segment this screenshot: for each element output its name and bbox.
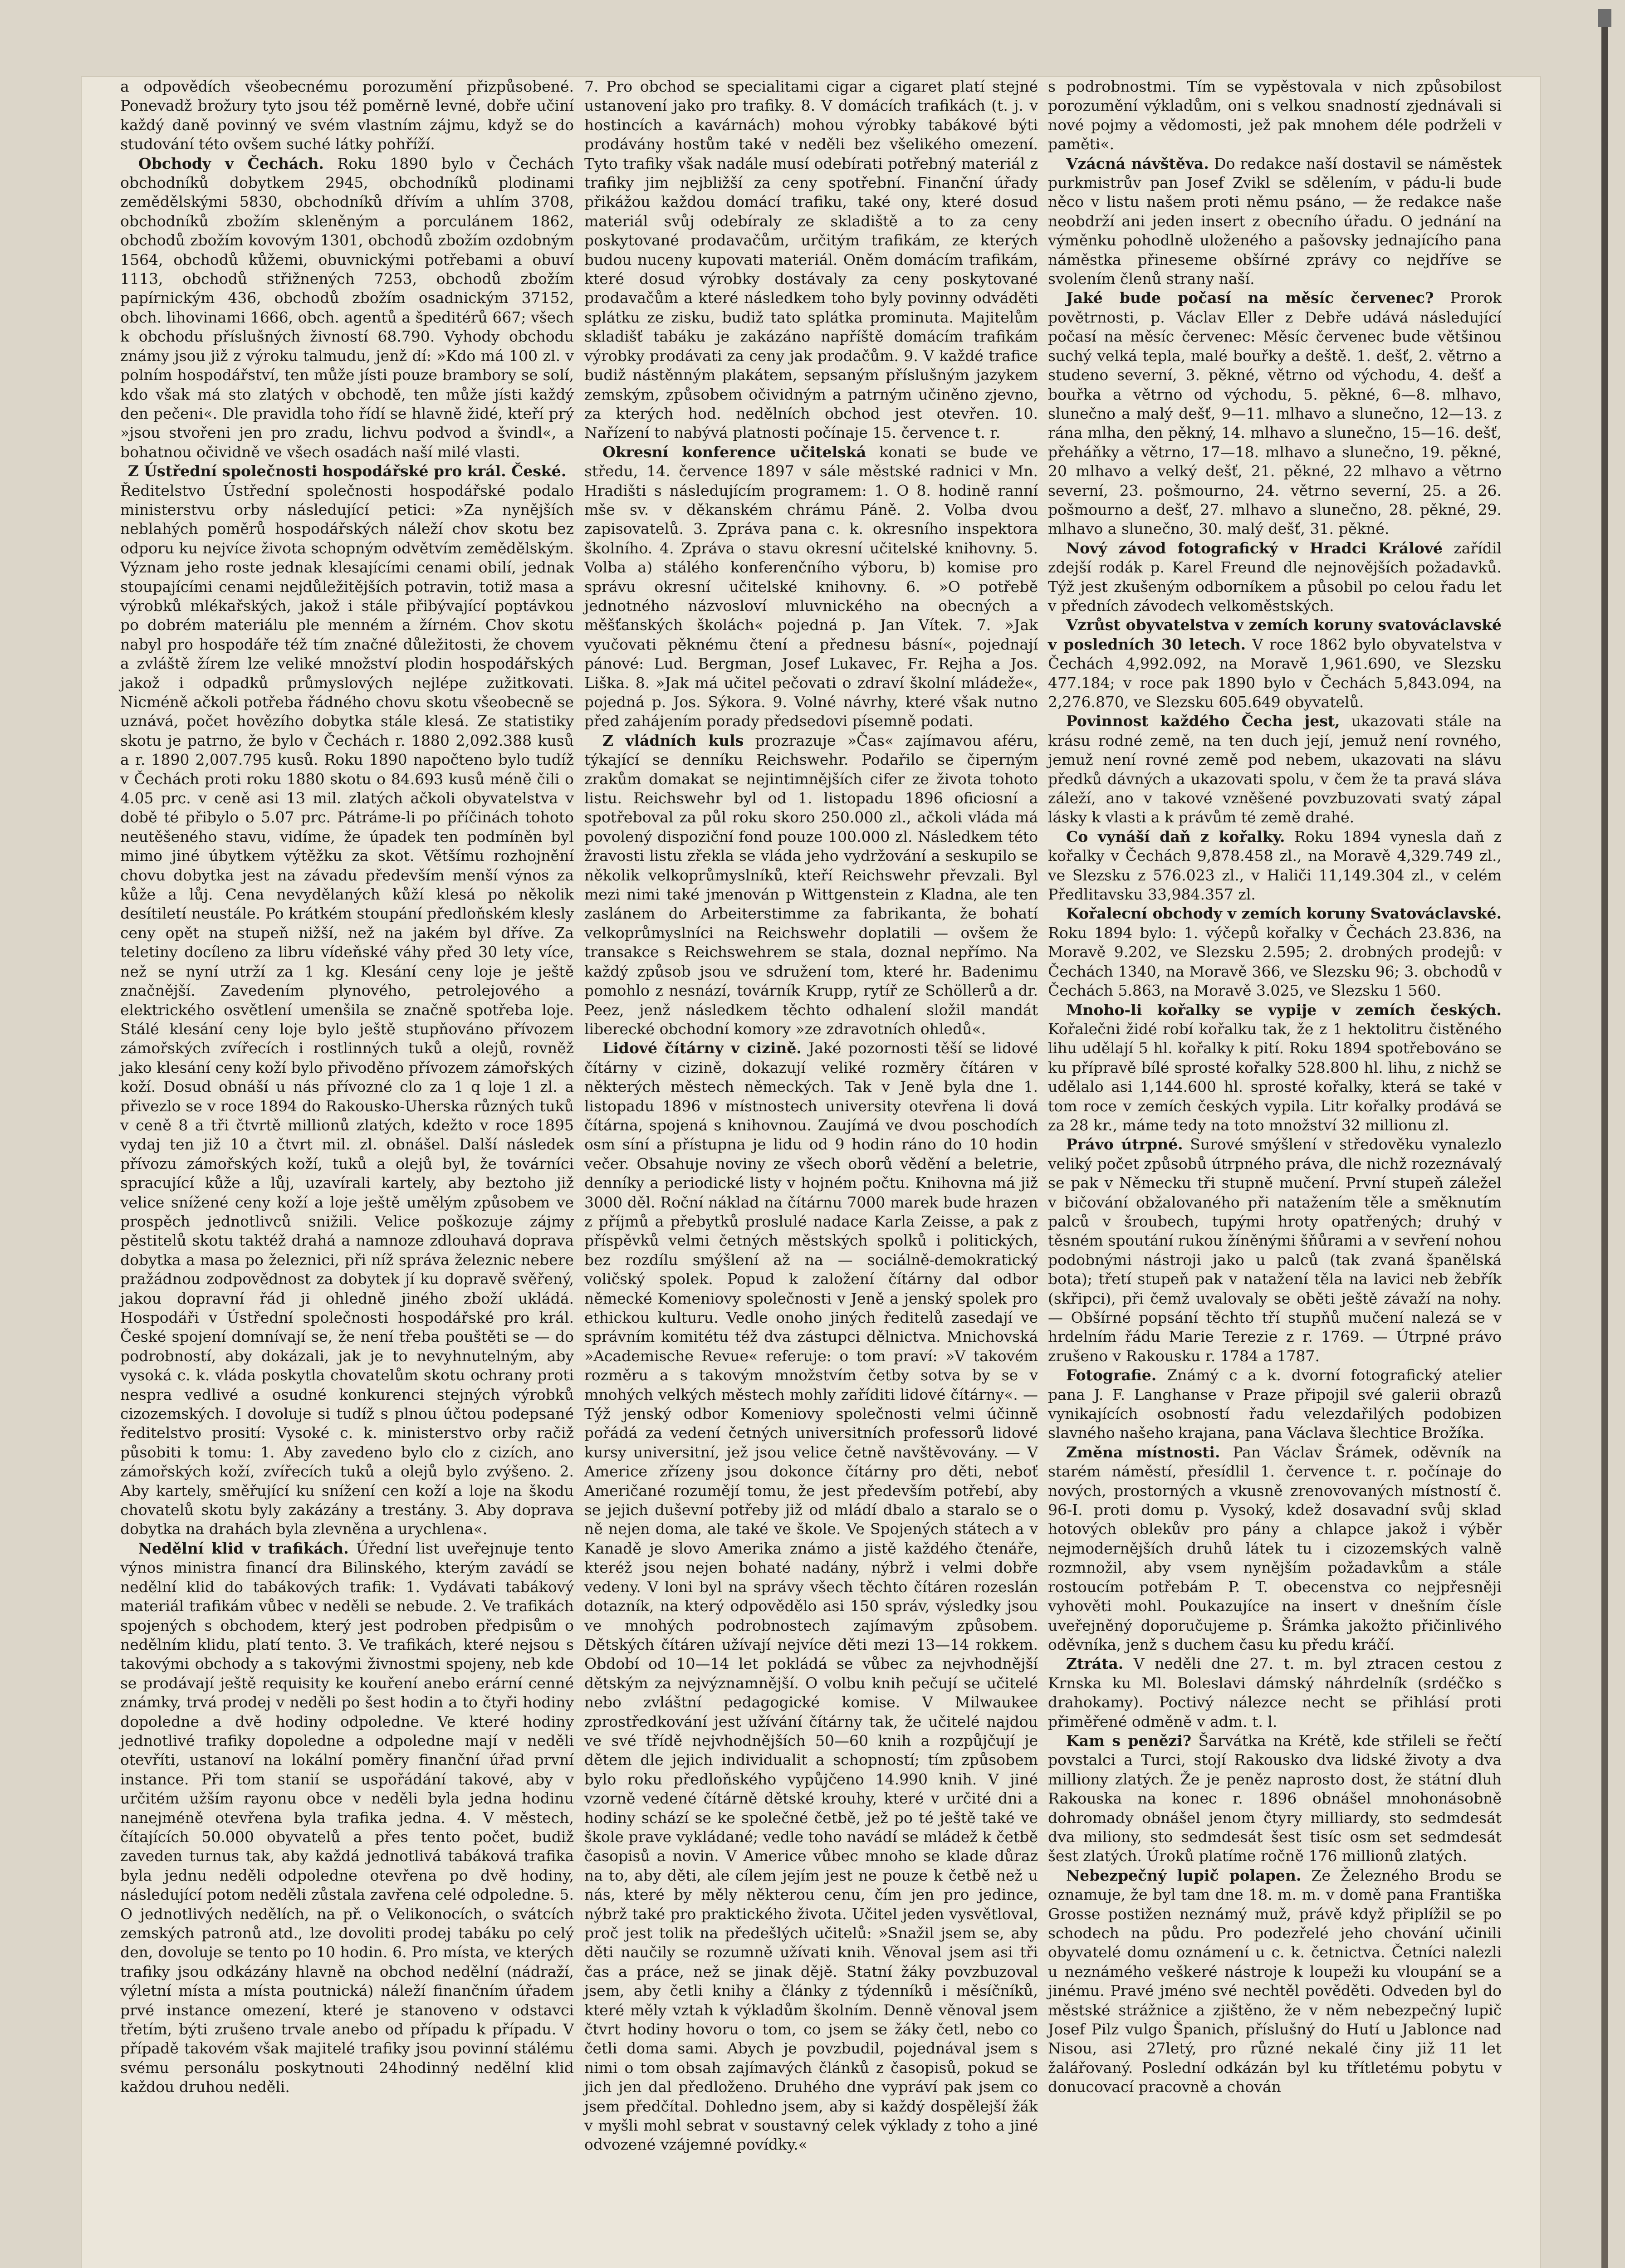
article-paragraph [1048, 1001, 1502, 1135]
article-text: Surové smýšlení v středověku vynalezlo veliký počet způsobů útrpného práva, dle nichž rozeznávalý se pak v Německu tři stupně mučení. První stupeň záležel v bičování obžalovaného při natažením těle a směknutím palců v šroubech, tupými hroty opatřených; druhý v těsném spoutání rukou žíněnými šňůrami a v sevření nohou podobnými nástroji jako u palců (tak zvaná španělská bota); třetí stupeň pak v natažení těla na lavici neb žebřík (skřipci), při čemž uvalovaly se oběti ještě závaží na nohy. — Obšírné popsání těchto tří stupňů mučení nalezá se v hrdelním řádu Marie Terezie z r. 1769. — Útrpné právo zrušeno v Rakousku r. 1784 a 1787. [1048, 1135, 1502, 1365]
article-paragraph [1048, 288, 1502, 538]
article-title: Kam s penězi? [1066, 1731, 1192, 1750]
article-paragraph [120, 77, 574, 154]
article-paragraph [120, 1539, 574, 2097]
article-paragraph [1048, 77, 1502, 154]
article-text: V roce 1862 bylo obyvatelstva v Čechách 4,992.092, na Moravě 1,961.690, ve Slezsku 477.184; v roce pak 1890 bylo v Čechách 5,843.094, na 2,276.870, ve Slezsku 605.649 obyvatelů. [1048, 635, 1502, 711]
article-title: Vzácná návštěva. [1066, 154, 1209, 172]
article-title: Fotografie. [1066, 1366, 1157, 1384]
article-text: Do redakce naší dostavil se náměstek purkmistrův pan Josef Zvikl se sdělením, v pádu-li bude něco v listu našem proti němu psáno, — že redakce naše neobdrží ani jeden insert z obecního úřadu. O jednání na výměnku pohodlně uloženého a pašovsky jednajícího pana náměstka přineseme obšírné zprávy co nejdříve se svolením členů strany naší. [1048, 154, 1502, 288]
article-title: Povinnost každého Čecha jest, [1066, 712, 1340, 730]
corner-mark [1598, 9, 1611, 27]
article-text: Kořalečni židé robí kořalku tak, že z 1 hektolitru čistěného lihu udělají 5 hl. kořalky k pití. Roku 1894 spotřebováno se ku přípravě bílé sprosté kořalky 528.800 hl. lihu, z nichž se udělalo asi 1,144.600 hl. sprosté kořalky, která se také v tom roce v zemích českých vypila. Litr kořalky prodává se za 28 kr., máme tedy na toto množství 32 millionu zl. [1048, 1020, 1502, 1134]
article-title: Nedělní klid v trafikách. [138, 1539, 349, 1557]
article-text: zařídil zdejší rodák p. Karel Freund dle nejnovějších požadavků. Týž jest zkušeným odborníkem a působil po celou řadu let v předních závodech velkoměstských. [1048, 539, 1502, 615]
article-text: Pan Václav Šrámek, oděvník na starém náměstí, přesídlil 1. července t. r. počínaje do nových, prostorných a vkusně zrenovovaných místností č. 96-I. proti domu p. Vysoký, kdež dosavadní svůj sklad hotových oblekův pro pány a chlapce jakož i výběr nejmodernějších druhů látek tu i cizozemských valně rozmnožil, aby vsem nynějším požadavkům a stále rostoucím potřebám P. T. obecenstva co nejpřesněji vyhověti mohl. Poukazujíce na insert v dnešním čísle uveřejněný doporučujeme p. Šrámka jakožto přičinlivého oděvníka, jenž s duchem času ku předu kráčí. [1048, 1443, 1502, 1653]
article-title: Lidové čítárny v cizině. [602, 1039, 802, 1057]
article-paragraph [584, 77, 1038, 443]
article-paragraph [584, 731, 1038, 1039]
article-paragraph [1048, 1866, 1502, 2097]
newspaper-page [82, 77, 1540, 2268]
article-text: Roku 1894 vynesla daň z kořalky v Čechách 9,878.458 zl., na Moravě 4,329.749 zl., ve Slezsku z 576.023 zl., v Haliči 11,149.304 zl., v celém Předlitavsku 33,984.357 zl. [1048, 827, 1502, 904]
article-paragraph [584, 443, 1038, 731]
article-paragraph [1048, 1443, 1502, 1654]
article-text: prozrazuje »Čas« zajímavou aféru, týkající se denníku Reichswehr. Podařilo se čiperným zrakům domakat se nejintimnějších cifer ze života tohoto listu. Reichswehr byl od 1. listopadu 1896 oficiosní a spotřeboval za půl roku skoro 250.000 zl., ačkoli vláda má povolený dispoziční fond pouze 100.000 zl. Následkem této žravosti listu zřekla se vláda jeho vydržování a seskupilo se několik velkoprůmyslníků, kteří Reichswehr převzali. Byl mezi nimi také jmenován p Wittgenstein z Kladna, ale ten zaslánem do Arbeiterstimme za fabrikanta, že bohatí velkoprůmyslníci na Reichswehr doplatili — ovšem že transakce s Reichswehrem se stala, doznal nepřímo. Na každý způsob jsou ve sdružení tom, které hr. Badenimu pomohlo z nesnází, továrník Krupp, rytíř ze Schöllerů a dr. Peez, jenž následkem těchto odhalení složil mandát liberecké obchodní komory »ze zdravotních ohledů«. [584, 731, 1038, 1038]
article-title: Z vládních kuls [602, 731, 744, 749]
article-paragraph [1048, 827, 1502, 904]
article-title: Okresní konference učitelská [602, 443, 866, 461]
article-title: Jaké bude počasí na měsíc červenec? [1066, 289, 1434, 307]
article-text: 7. Pro obchod se specialitami cigar a cigaret platí stejné ustanovení jako pro trafiky. 8. V domácích trafikách (t. j. v hostincích a kavárnách) mohou výrobky tabákové býti prodávány hostům také v neděli bez všelikého omezení. Tyto trafiky však nadále musí odebírati potřebný materiál z trafiky jim nejbližší za ceny spotřební. Finanční úřady přikážou každou domácí trafiku, také ony, které dosud materiál svůj odebíraly ze skladiště a to za ceny poskytované prodavačům, určitým trafikám, ze kterých budou nuceny kupovati materiál. Oněm domácím trafikám, které dosud výrobky dostávaly za ceny poskytované prodavačům a které následkem toho byly povinny odváděti splátku ze zisku, budiž tato splátka prominuta. Majitelům skladišť tabáku je zakázáno napříště domácím trafikám výrobky prodávati za ceny jak prodačům. 9. V každé trafice budiž nástěnným plakátem, sepsaným příslušným jazykem zemským, způsobem očividným a patrným učiněno zjevno, za kterých hod. nedělních obchod jest otevřen. 10. Nařízení to nabývá platnosti počínaje 15. července t. r. [584, 78, 1038, 442]
article-paragraph [1048, 539, 1502, 616]
article-title: Ztráta. [1066, 1655, 1124, 1673]
article-paragraph [1048, 1654, 1502, 1731]
article-title: Změna místnosti. [1066, 1443, 1220, 1461]
article-paragraph [1048, 1135, 1502, 1366]
article-paragraph [1048, 154, 1502, 289]
article-title: Mnoho-li kořalky se vypije v zemích českých. [1066, 1001, 1502, 1019]
article-paragraph [120, 462, 574, 1539]
article-title: Právo útrpné. [1066, 1135, 1183, 1154]
article-title: Co vynáší daň z kořalky. [1066, 827, 1285, 846]
article-text: Ředitelstvo Ústřední společnosti hospodářské podalo ministerstvu orby následující petici: »Za nynějších neblahých poměrů hospodářských náleží chov skotu bez odporu ku nejvíce života schopným odvětvím zemědělským. Význam jeho roste jednak klesajícími cenami obilí, jednak stoupajícími cenami nejdůležitějších potravin, totiž masa a výrobků mlékařských, jakož i stále přibývající poptávkou po dobrém materiálu ple menném a žírném. Chov skotu nabyl pro hospodáře též tím značné důležitosti, že chovem a zvláště žírem lze veliké množství plodin hospodářských jakož i odpadků průmyslových nejlépe zužitkovati. Nicméně ačkoli potřeba řádného chovu skotu všeobecně se uznává, počet hovězího dobytka stále klesá. Ze statistiky skotu je patrno, že bylo v Čechách r. 1880 2,092.388 kusů a r. 1890 2,007.795 kusů. Roku 1890 napočteno bylo tudíž v Čechách proti roku 1880 skotu o 84.693 kusů méně čili o 4.05 prc. v ceně asi 13 mil. zlatých ačkoli obyvatelstva v době té přibylo o 5.07 prc. Pátráme-li po příčinách tohoto neutěšeného stavu, vidíme, že úpadek ten podmíněn byl mimo jiné úbytkem výtěžku za skot. Většímu rozhojnění chovu dobytka jest na závadu především menší výnos za kůže a lůj. Cena nevydělaných kůží klesá po několik desítiletí neustále. Po krátkém stoupání předloňském klesly ceny opět na stupeň nižší, než na jakém byl dříve. Za teletiny docíleno za libru vídeňské váhy před 30 lety více, než se nyní utrží za 1 kg. Klesání ceny loje je ještě značnější. Zavedením plynového, petrolejového a elektrického osvětlení umenšila se značně spotřeba loje. Stálé klesání ceny loje bylo ještě stupňováno přívozem zámořských zvířecích i rostlinných tuků a olejů, rovněž jako klesání ceny koží bylo přivoděno přívozem zámořských koží. Dosud obnáší u nás přívozné clo za 1 q loje 1 zl. a přivezlo se v roce 1894 do Rakousko-Uherska různých tuků v ceně 8 a tři čtvrtě millionů zlatých, kdežto v roce 1895 vydaj ten již 10 a čtvrt mil. zl. obnášel. Další následek přívozu zámořských koží, tuků a olejů byl, že továrníci spracující kůže a lůj, uzavírali kartely, aby beztoho již velice snížené ceny koží a loje ještě umělým způsobem ve prospěch jednotlivců snižili. Velice poškozuje zájmy pěstitelů skotu taktéž drahá a namnoze zdlouhavá doprava dobytka a masa po železnici, při níž správa železnic nebere pražádnou zodpovědnost za dobytek jí ku dopravě svěřený, jakou dopravní řád ji ohledně jiného zboží ukládá. Hospodáři v Ústřední společnosti hospodářské pro král. České spojení domnívají se, že není třeba pouštěti se — do podrobností, aby dokázali, jak je to nevyhnutelným, aby vysoká c. k. vláda poskytla chovatelům skotu ochrany proti nespra vedlivé a osudné konkurenci stejných výrobků cizozemských. I dovoluje si tudíž s plnou účtou podepsané ředitelstvo prosití: Vysoké c. k. ministerstvo orby račiž působiti k tomu: 1. Aby zavedeno bylo clo z cizích, ano zámořských koží, zvířecích tuků a olejů bylo zvýšeno. 2. Aby kartely, směřující ku snížení cen koží a loje na škodu chovatelů skotu byly zakázány a trestány. 3. Aby doprava dobytka na drahách byla zlevněna a urychlena«. [120, 481, 574, 1538]
article-heading: Z Ústřední společnosti hospodářské pro král. České. [127, 462, 567, 480]
article-paragraph [1048, 1731, 1502, 1866]
article-paragraph [1048, 1366, 1502, 1443]
article-title: Kořalecní obchody v zemích koruny Svatováclavské. [1066, 904, 1502, 923]
article-text: V neděli dne 27. t. m. byl ztracen cestou z Krnska ku Ml. Boleslavi dámský náhrdelník (srdéčko s drahokamy). Poctivý nálezce necht se přihlásí proti přiměřené odměně v adm. t. l. [1048, 1655, 1502, 1730]
article-text: konati se bude ve středu, 14. července 1897 v sále městské radnici v Mn. Hradišti s následujícím programem: 1. O 8. hodině ranní mše sv. v děkanském chrámu Páně. 2. Volba dvou zapisovatelů. 3. Zpráva pana c. k. okresního inspektora školního. 4. Zpráva o stavu okresní učitelské knihovny. 5. Volba a) stálého konferenčního výboru, b) komise pro správu okresní učitelské knihovny. 6. »O potřebě jednotného názvosloví mluvnického na obecných a měšťanských školách« pojedná p. Jan Vítek. 7. »Jak vyučovati pěknému čtení a přednesu básní«, pojednají pánové: Lud. Bergman, Josef Lukavec, Fr. Rejha a Jos. Liška. 8. »Jak má učitel pečovati o zdraví školní mládeže«, pojedná p. Jos. Sýkora. 9. Volné návrhy, které však nutno před zahájením porady předsedovi písemně podati. [584, 443, 1038, 730]
column-1 [120, 77, 574, 2097]
article-text: Roku 1894 bylo: 1. výčepů kořalky v Čechách 23.836, na Moravě 9.202, ve Slezsku 2.595; 2. drobných prodejů: v Čechách 1340, na Moravě 366, ve Slezsku 96; 3. obchodů v Čechách 5.863, na Moravě 3.025, ve Slezsku 1 560. [1048, 924, 1502, 1000]
article-text: Ze Železného Brodu se oznamuje, že byl tam dne 18. m. m. v domě pana Františka Grosse postižen neznámý muž, právě když připlížil se po schodech na půdu. Pro podezřelé jeho chování učinili obyvatelé domu oznámení u c. k. četnictva. Četníci nalezli u neznámého veškeré nástroje k loupeži ku vloupání se a jinému. Pravé jméno své nechtěl pověděti. Odveden byl do městské strážnice a zjištěno, že v něm nebezpečný lupič Josef Pilz vulgo Španich, příslušný do Hutí u Jablonce nad Nisou, asi 27letý, pro různé nekalé činy již 11 let žalářovaný. Poslední odkázán byl ku třítletému pobytu v donucovací pracovně a chován [1048, 1866, 1502, 2096]
column-2 [584, 77, 1038, 2155]
article-text: Roku 1890 bylo v Čechách obchodníků dobytkem 2945, obchodníků plodinami zemědělskými 5830, obchodníků dřívím a uhlím 3708, obchodníků zbožím skleněným a porculánem 1862, obchodů zbožím kovovým 1301, obchodů zbožím ozdobným 1564, obchodů kůžemi, obuvnickými potřebami a obuví 1113, obchodů střižnených 7253, obchodů zbožím papírnickým 436, obchodů zbožím osadnickým 37152, obch. lihovinami 1666, obch. agentů a špeditérů 667; všech k obchodu příslušných živností 68.790. Vyhody obchodu známy jsou již z výroku talmudu, jenž dí: »Kdo má 100 zl. v polním hospodářství, ten může jísti pouze brambory se solí, kdo však má sto zlatých v obchodě, ten může jísti každý den pečeni«. Dle pravidla toho řídí se hlavně židé, kteří prý »jsou stvořeni jen pro zradu, lichvu podvod a švindl«, a bohatnou očividně ve všech osadách naší milé vlasti. [120, 154, 574, 461]
column-3 [1048, 77, 1502, 2097]
article-paragraph [584, 1039, 1038, 2155]
page-edge-shadow [1601, 18, 1608, 2268]
article-text: Jaké pozornosti těší se lidové čítárny v cizině, dokazují veliké rozměry čítáren v některých městech německých. Tak v Jeně byla dne 1. listopadu 1896 v místnostech university otevřena li dová čítárna, spojená s knihovnou. Zaujímá ve dvou poschodích osm síní a přístupna je lidu od 9 hodin ráno do 10 hodin večer. Obsahuje noviny ze všech oborů vědění a beletrie, denníky a periodické listy v hojném počtu. Knihovna má již 3000 děl. Roční náklad na čítárnu 7000 marek bude hrazen z příjmů a přebytků proslulé nadace Karla Zeisse, a pak z příspěvků velmi četných městských spolků i politických, bez rozdílu smýšlení až na — sociálně-demokratický voličský spolek. Popud k založení čítárny dal odbor německé Komeniovy společnosti v Jeně a jenský spolek pro ethickou kulturu. Vedle onoho jiných ředitelů zasedají ve správním komitétu též dva zástupci dělnictva. Mnichovská »Academische Revue« referuje: o tom praví: »V takovém rozměru a s takovým množstvím četby sotva by se v mnohých velkých městech mohly zaříditi lidové čítárny«. — Týž jenský odbor Komeniovy společnosti velmi účinně pořádá za vedení četných universitních professorů lidové kursy universitní, jež jsou velice četně navštěvovány. — V Americe zřízeny jsou dokonce čítárny pro děti, neboť Američané rozumějí tomu, že jest především potřebí, aby se jejich duševní potřeby již od mládí dbalo a staralo se o ně nejen doma, ale také ve škole. Ve Spojených státech a v Kanadě je slovo Amerika známo a jistě každého čtenáře, kteréž jsou nejen bohaté nadány, nýbrž i velmi dobře vedeny. V loni byl na správy všech těchto čítáren rozeslán dotazník, na který odpovědělo asi 150 správ, výsledky jsou ve mnohých podrobnostech zajímavým způsobem. Dětských čítáren užívají nejvíce děti mezi 13—14 rokkem. Období od 10—14 let pokládá se vůbec za nejvhodnější dětským za nejvýznamnější. O volbu knih pečují se učitelé nebo zvláštní pedagogické komise. V Milwaukee zprostředkování jest užívání čítárny tak, že učitelé najdou ve své třídě nejvhodnějších 50—60 knih a rozpůjčují je dětem dle jejich individualit a schopností; tím způsobem bylo roku předloňského vypůjčeno 14.990 knih. V jiné vzorně vedené čítárně dětské krouhy, které v určité dni a hodiny schází se ke společné četbě, jež po té ještě také ve škole prave vykládané; vedle toho navádí se mládež k četbě časopisů a novin. V Americe vůbec mnoho se klade důraz na to, aby děti, ale cílem jejím jest ne pouze k četbě než u nás, které by měly některou cenu, čím jen pro jedince, nýbrž také pro praktického života. Učitel jeden vysvětloval, proč jest tolik na předešlých učitelů: »Snažil jsem se, aby děti naučily se rozumně užívati knih. Věnoval jsem asi tři čas a práce, než se jinak dějě. Statní žáky povzbuzoval jsem, aby četli knihy a články z týdenníků i měsíčníků, které měly vztah k výkladům školním. Denně věnoval jsem čtvrt hodiny hovoru o tom, co jsem se žáky četl, nebo co četli doma sami. Abych je povzbudil, pojednával jsem s nimi o tom obsah zajímavých článků z časopisů, pokud se jich jen dal předloženo. Druhého dne vypráví pak jsem co jsem předčítal. Dohledno jsem, aby si každý dospělejší žák v myšli mohl sebrat v soustavný celek výklady z toho a jiné odvozené vzájemné povídky.« [584, 1039, 1038, 2154]
article-paragraph [120, 154, 574, 462]
article-title: Nebezpečný lupič polapen. [1066, 1866, 1302, 1884]
article-text: Úřední list uveřejnuje tento výnos ministra financí dra Bilinského, kterým zavádí se nedělní klid do tabákových trafik: 1. Vydávati tabákový materiál trafikám vůbec v neděli se nebude. 2. Ve trafikách spojených s obchodem, který jest podroben předpisům o nedělním klidu, platí tento. 3. Ve trafikách, které nejsou s takovými obchody a s takovými živnostmi spojeny, neb kde se prodávají ještě requisity ke kouření anebo erární cenné známky, trvá prodej v neděli po šest hodin a to čtyři hodiny dopoledne a dvě hodiny odpoledne. Ve které hodiny jednotlivé trafiky dopoledne a odpoledne mají v neděli otevříti, ustanoví na lokální poměry finanční úřad první instance. Při tom stanií se uspořádání takové, aby v určitém užším rayonu obce v neděli byla jedna hodinu nanejméně otevřena byla trafika jedna. 4. V městech, čítajících 50.000 obyvatelů a přes tento počet, budiž zaveden turnus tak, aby každá jednotlivá tabáková trafika byla jednu neděli odpoledne otevřena po dvě hodiny, následující potom neděli zůstala zavřena celé odpoledne. 5. O jednotlivých nedělích, na př. o Velikonocích, o svátcích zemských patronů atd., lze dovoliti prodej tabáku po celý den, dovoluje se tento po 10 hodin. 6. Pro místa, ve kterých trafiky jsou odkázány hlavně na obchod nedělní (nádraží, výletní místa a místa poutnická) náleží finančním úřadem prvé instance omezení, které je stanoveno v odstavci třetím, býti zrušeno trvale anebo od případu k případu. V případě takovém však majitelé trafiky jsou povinní stálému svému personálu poskytnouti 24hodinný nedělní klid každou druhou neděli. [120, 1539, 574, 2096]
article-paragraph [1048, 712, 1502, 827]
article-text: Šarvátka na Krétě, kde střileli se řečtí povstalci a Turci, stojí Rakousko dva lidské životy a dva milliony zlatých. Že je peněz naprosto dost, že státní dluh Rakouska na konec r. 1896 obnášel mnohonásobně dohromady obnášel jenom čtyry milliardy, sto sedmdesát dva miliony, sto sedmdesát šest tisíc osm set sedmdesát šest zlatých. Úroků platíme ročně 176 millionů zlatých. [1048, 1731, 1502, 1865]
article-text: s podrobnostmi. Tím se vypěstovala v nich způsobilost porozumění výkladům, oni s velkou snadností zjednávali si nové pojmy a vědomosti, jež pak mnohem déle podrželi v paměti«. [1048, 78, 1502, 153]
article-text: a odpovědích všeobecnému porozumění přizpůsobené. Ponevadž brožury tyto jsou též poměrně levné, dobře učiní každý daně povinný ve svém vlastním zájmu, když se do studování této ovšem suché látky pohříží. [120, 78, 574, 153]
article-text: Prorok povětrnosti, p. Václav Eller z Debře udává následující počasí na měsíc červenec: Měsíc červenec bude většinou suchý velká tepla, malé bouřky a deště. 1. dešť, 2. větrno a studeno severní, 3. pěkné, větrno od východu, 4. dešť a bouřka a větrno od východu, 5. pěkné, 6—8. mlhavo, slunečno a malý dešť, 9—11. mlhavo a slunečno, 12—13. z rána mlha, den pěkný, 14. mlhavo a slunečno, 15—16. dešť, přeháňky a větrno, 17—18. mlhavo a slunečno, 19. pěkné, 20 mlhavo a velký dešť, 21. pěkné, 22 mlhavo a větrno severní, 23. pošmourno, 24. větrno severní, 25. a 26. pošmourno a dešť, 27. mlhavo a slunečno, 28. pěkné, 29. mlhavo a slunečno, 30. malý dešť, 31. pěkné. [1048, 289, 1502, 538]
article-paragraph [1048, 616, 1502, 712]
article-text: Známý c a k. dvorní fotografický atelier pana J. F. Langhanse v Praze připojil své galerii obrazů vynikajících osobností řadu velezdařilých podobizen slavného našeho krajana, pana Václava šlechtice Brožíka. [1048, 1366, 1502, 1442]
article-title: Vzrůst obyvatelstva v zemích koruny svatováclavské v posledních 30 letech. [1048, 616, 1502, 653]
article-title: Nový závod fotografický v Hradci Králové [1066, 539, 1443, 557]
article-text: ukazovati stále na krásu rodné země, na ten duch její, jemuž není rovného, jemuž není rovné země pod nebem, ukazovati na slávu předků dávných a ukazovati spolu, v čem že ta pravá sláva záleží, ano v takové vzněšené povzbuzovati svatý zápal lásky k vlasti a k právům té země drahé. [1048, 712, 1502, 826]
article-title: Obchody v Čechách. [138, 154, 324, 172]
article-paragraph [1048, 904, 1502, 1000]
